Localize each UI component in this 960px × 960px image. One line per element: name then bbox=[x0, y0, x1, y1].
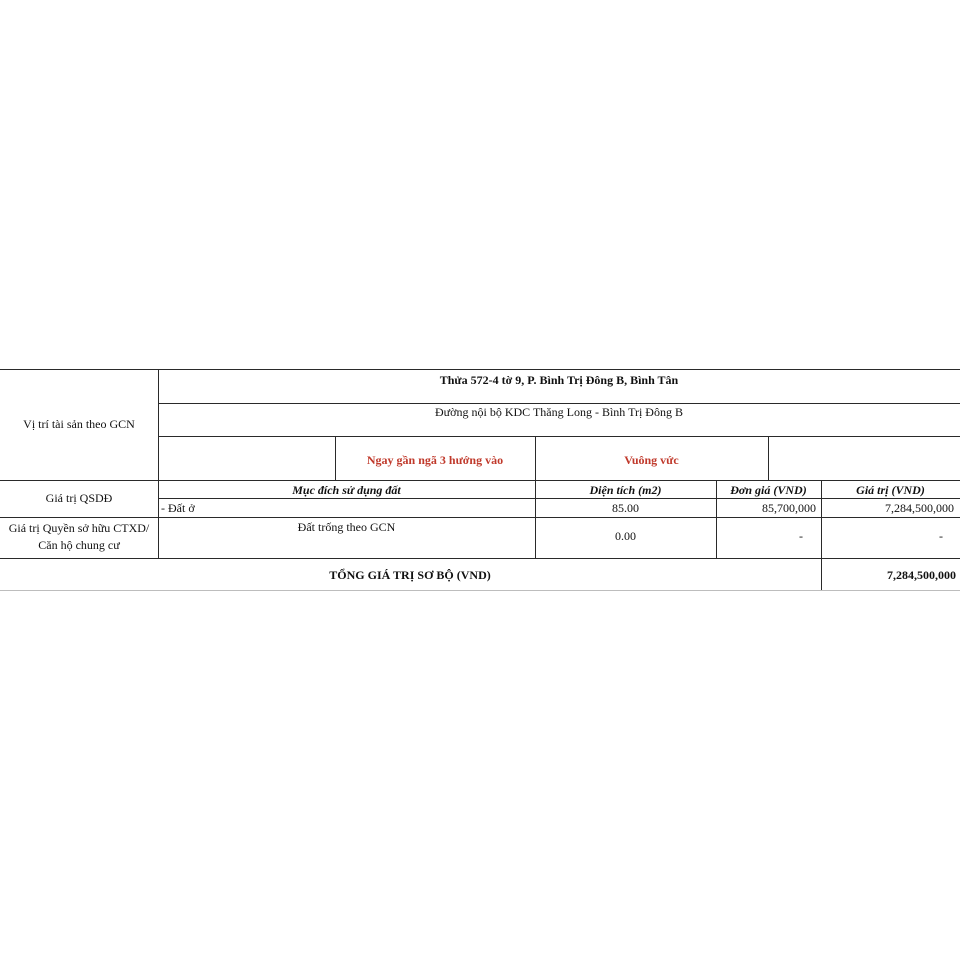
table-border-top bbox=[0, 369, 960, 370]
building-purpose: Đất trống theo GCN bbox=[297, 520, 396, 534]
land-area: 85.00 bbox=[612, 501, 639, 515]
land-value: 7,284,500,000 bbox=[885, 501, 954, 515]
building-value: - bbox=[939, 529, 943, 543]
land-purpose: - Đất ở bbox=[161, 501, 195, 515]
parcel-address: Thửa 572-4 tờ 9, P. Bình Trị Đông B, Bình Tân bbox=[439, 373, 679, 387]
building-value-label-line2: Căn hộ chung cư bbox=[38, 538, 120, 552]
building-unit-price: - bbox=[799, 529, 803, 543]
road-description: Đường nội bộ KDC Thăng Long - Bình Trị Đông B bbox=[435, 405, 683, 419]
note-access: Ngay gần ngã 3 hướng vào bbox=[366, 453, 504, 467]
building-value-label-line1: Giá trị Quyền sở hữu CTXD/ bbox=[8, 521, 150, 535]
total-value: 7,284,500,000 bbox=[887, 568, 956, 582]
row-divider-land-value bbox=[0, 517, 960, 518]
header-value: Giá trị (VND) bbox=[856, 483, 925, 497]
header-purpose: Mục đích sử dụng đất bbox=[292, 483, 401, 497]
header-unit-price: Đơn giá (VND) bbox=[730, 483, 807, 497]
row-divider-location bbox=[0, 480, 960, 481]
note-shape: Vuông vức bbox=[624, 453, 679, 467]
table-border-bottom bbox=[0, 590, 960, 591]
total-label: TỔNG GIÁ TRỊ SƠ BỘ (VND) bbox=[329, 568, 491, 582]
row-divider-header bbox=[158, 498, 960, 499]
row-divider-road bbox=[158, 436, 960, 437]
col-divider-note-right bbox=[768, 436, 769, 480]
row-divider-building-value bbox=[0, 558, 960, 559]
asset-location-label: Vị trí tài sản theo GCN bbox=[23, 417, 135, 431]
header-area: Diện tích (m2) bbox=[589, 483, 662, 497]
land-unit-price: 85,700,000 bbox=[762, 501, 816, 515]
building-area: 0.00 bbox=[615, 529, 636, 543]
land-value-label: Giá trị QSDĐ bbox=[45, 491, 113, 505]
